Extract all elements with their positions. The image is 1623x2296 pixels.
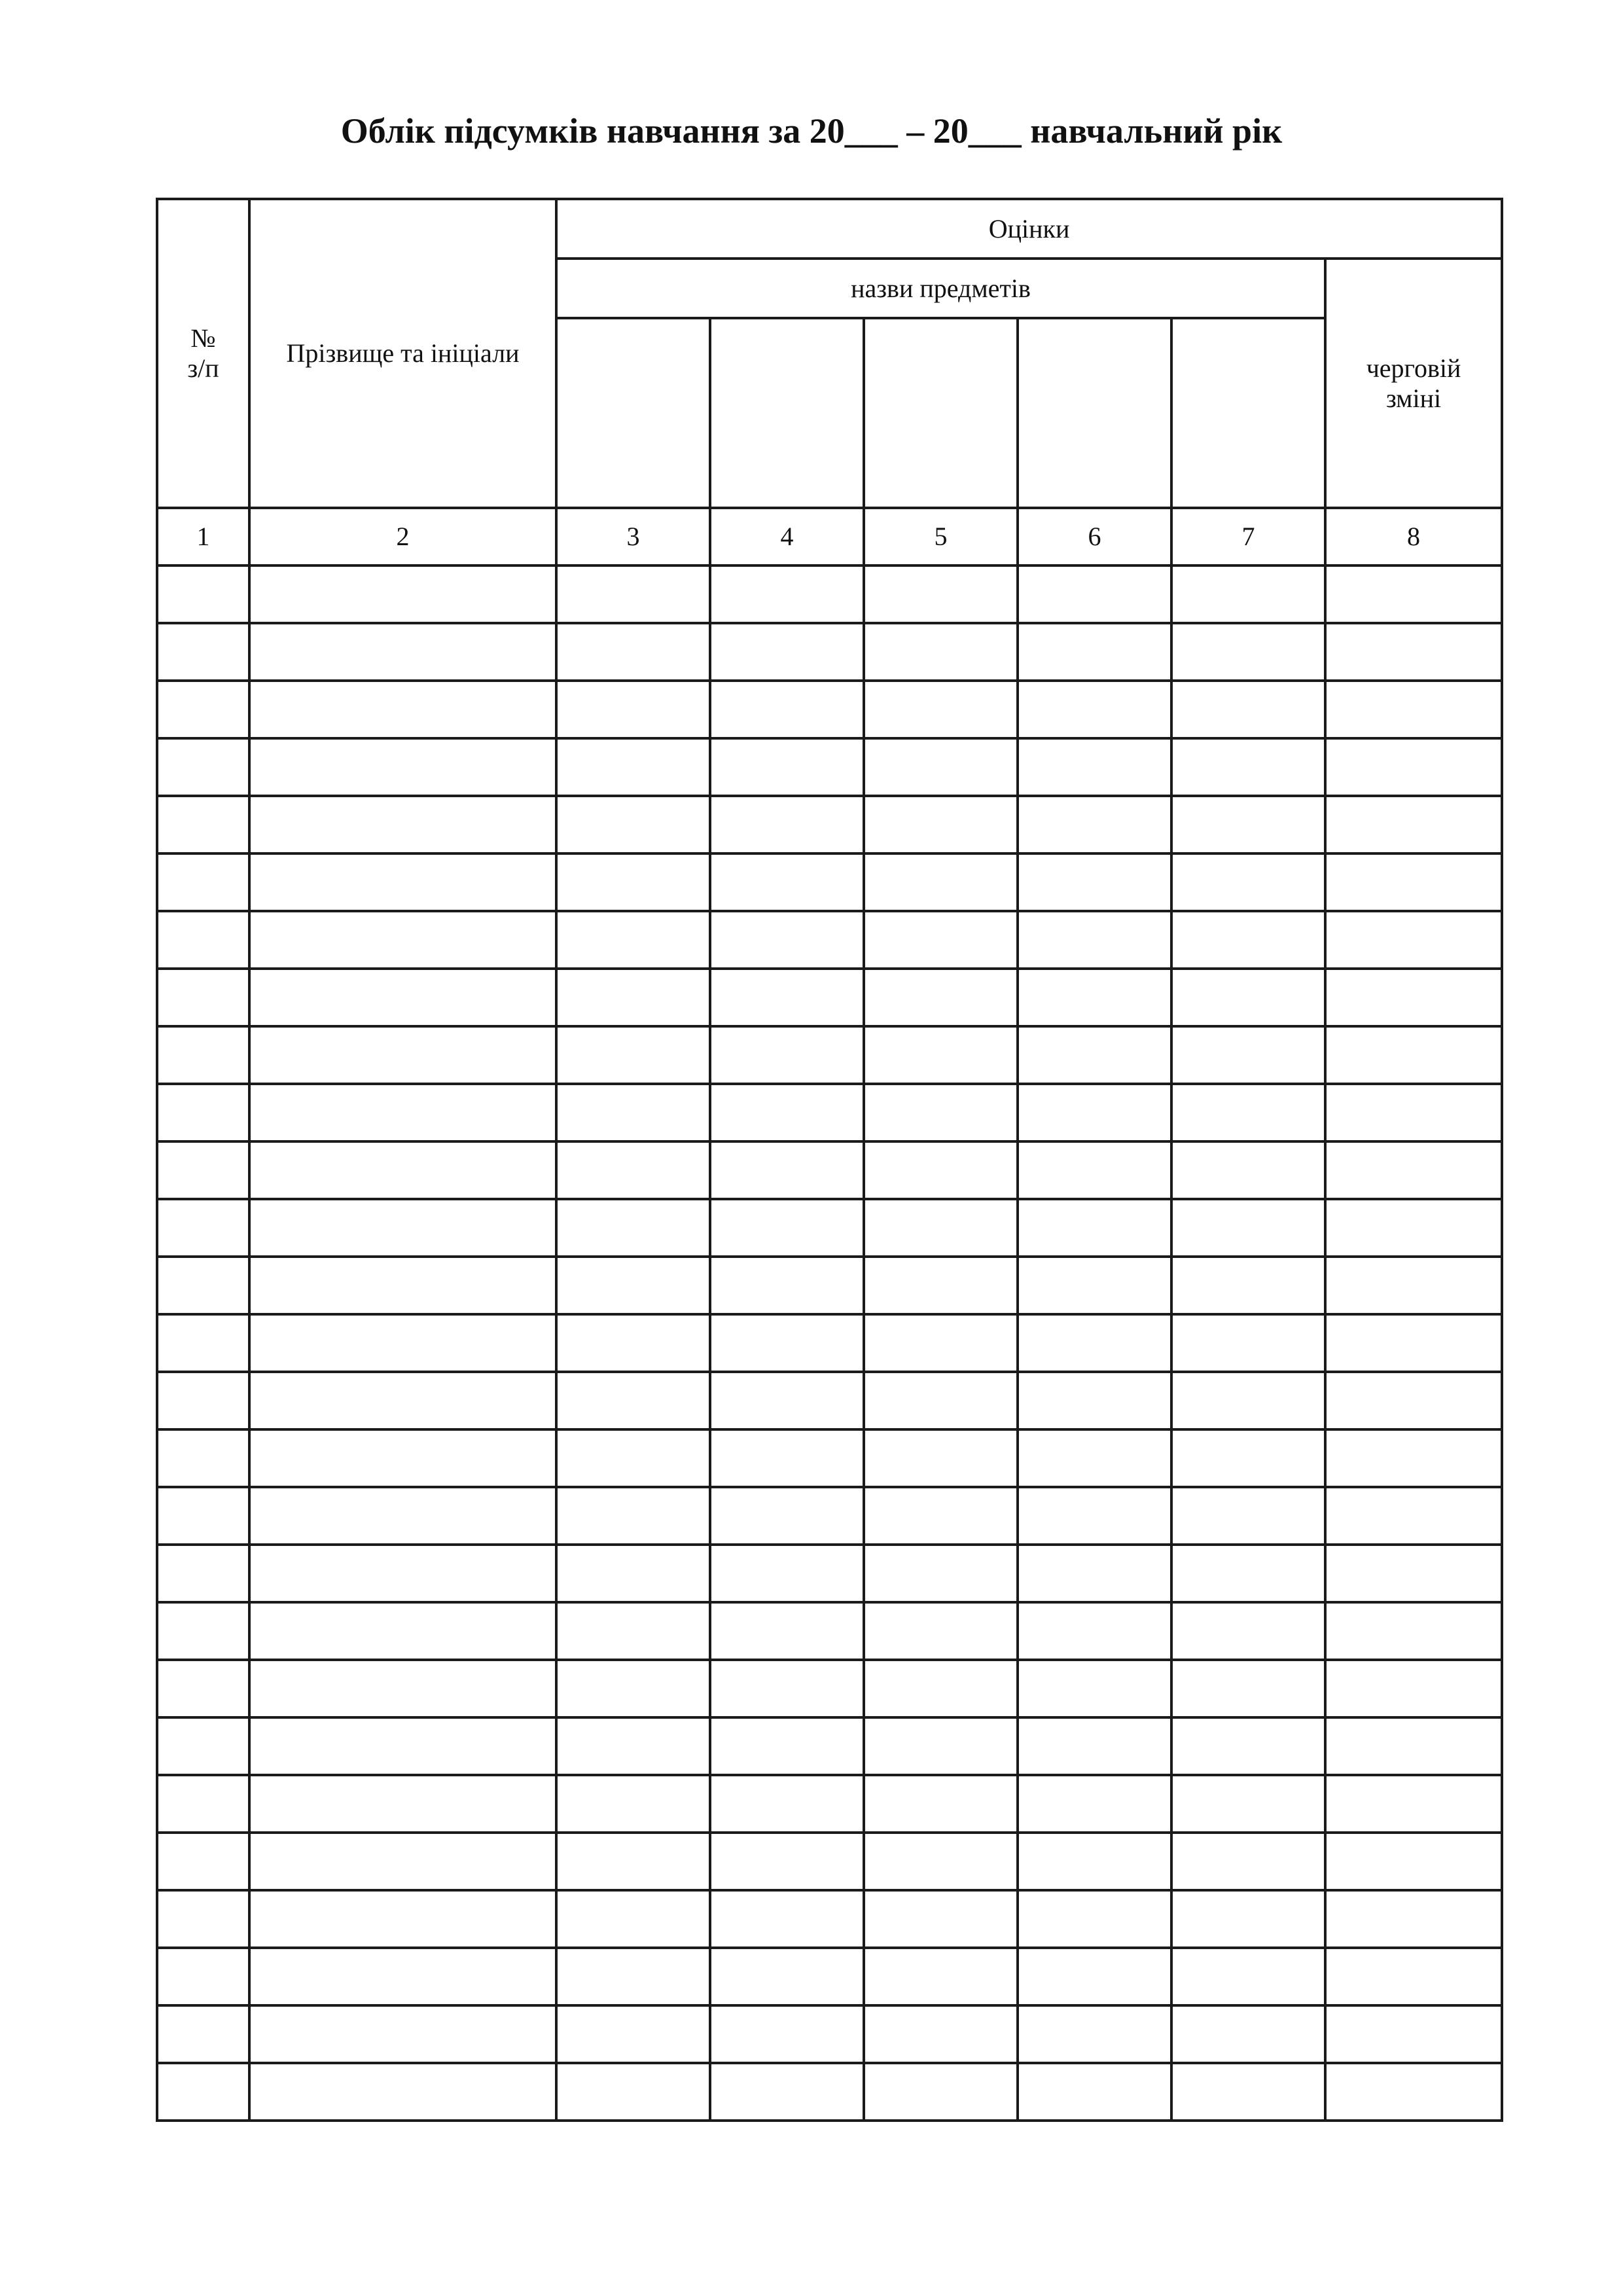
table-cell[interactable] xyxy=(556,1948,710,2005)
table-cell[interactable] xyxy=(556,853,710,911)
subject-name-cell[interactable] xyxy=(1018,318,1171,508)
table-cell[interactable] xyxy=(710,681,864,738)
header-number-sign: № xyxy=(190,323,216,353)
table-row xyxy=(157,1717,1502,1775)
table-cell[interactable] xyxy=(556,1199,710,1257)
table-cell[interactable] xyxy=(864,1141,1018,1199)
table-cell[interactable] xyxy=(1171,1314,1325,1372)
table-row xyxy=(157,1026,1502,1084)
table-cell[interactable] xyxy=(710,1833,864,1890)
table-cell[interactable] xyxy=(710,1890,864,1948)
table-row xyxy=(157,796,1502,853)
table-row xyxy=(157,1775,1502,1833)
table-cell[interactable] xyxy=(864,1660,1018,1717)
header-number xyxy=(157,199,249,508)
table-cell[interactable] xyxy=(157,681,249,738)
table-cell[interactable] xyxy=(556,1084,710,1141)
table-cell[interactable] xyxy=(157,1487,249,1545)
table-cell[interactable] xyxy=(1018,2005,1171,2063)
table-cell[interactable] xyxy=(249,1026,556,1084)
table-cell[interactable] xyxy=(556,1660,710,1717)
table-cell[interactable] xyxy=(1018,1257,1171,1314)
table-cell[interactable] xyxy=(1325,1084,1502,1141)
table-cell[interactable] xyxy=(710,738,864,796)
table-cell[interactable] xyxy=(1325,1026,1502,1084)
table-cell[interactable] xyxy=(249,1948,556,2005)
table-cell[interactable] xyxy=(1018,2063,1171,2121)
table-row xyxy=(157,1602,1502,1660)
table-cell[interactable] xyxy=(1018,911,1171,969)
table-cell[interactable] xyxy=(249,796,556,853)
table-row xyxy=(157,911,1502,969)
table-cell[interactable] xyxy=(864,1026,1018,1084)
table-cell[interactable] xyxy=(1325,2063,1502,2121)
table-cell[interactable] xyxy=(864,1948,1018,2005)
table-cell[interactable] xyxy=(249,1890,556,1948)
table-cell[interactable] xyxy=(556,1487,710,1545)
subject-name-cell[interactable] xyxy=(864,318,1018,508)
table-cell[interactable] xyxy=(157,1429,249,1487)
table-cell[interactable] xyxy=(157,1314,249,1372)
column-number-row xyxy=(157,508,1502,565)
table-cell[interactable] xyxy=(1171,1890,1325,1948)
table-cell[interactable] xyxy=(556,969,710,1026)
table-cell[interactable] xyxy=(1325,1372,1502,1429)
subject-name-cell[interactable] xyxy=(710,318,864,508)
table-cell[interactable] xyxy=(1325,1199,1502,1257)
table-row xyxy=(157,1890,1502,1948)
table-cell[interactable] xyxy=(157,1660,249,1717)
table-cell[interactable] xyxy=(556,1141,710,1199)
table-cell[interactable] xyxy=(249,1545,556,1602)
table-cell[interactable] xyxy=(710,623,864,681)
table-cell[interactable] xyxy=(249,565,556,623)
table-cell[interactable] xyxy=(157,1084,249,1141)
table-cell[interactable] xyxy=(1325,1890,1502,1948)
page-title: Облік підсумків навчання за 20___ – 20___ навчальний рік xyxy=(340,111,1283,151)
table-cell[interactable] xyxy=(1325,1545,1502,1602)
table-cell[interactable] xyxy=(1171,1372,1325,1429)
table-cell[interactable] xyxy=(710,1487,864,1545)
header-grades: Оцінки xyxy=(556,199,1502,259)
table-cell[interactable] xyxy=(1325,969,1502,1026)
table-row xyxy=(157,1487,1502,1545)
table-cell[interactable] xyxy=(710,2063,864,2121)
table-cell[interactable] xyxy=(864,1314,1018,1372)
table-cell[interactable] xyxy=(556,1429,710,1487)
table-cell[interactable] xyxy=(1171,1775,1325,1833)
table-cell[interactable] xyxy=(1171,565,1325,623)
table-cell[interactable] xyxy=(1018,1660,1171,1717)
table-cell[interactable] xyxy=(157,1026,249,1084)
table-cell[interactable] xyxy=(864,623,1018,681)
table-cell[interactable] xyxy=(1171,1948,1325,2005)
table-cell[interactable] xyxy=(864,1372,1018,1429)
table-cell[interactable] xyxy=(864,2063,1018,2121)
table-cell[interactable] xyxy=(157,565,249,623)
table-cell[interactable] xyxy=(249,1429,556,1487)
table-cell[interactable] xyxy=(1325,681,1502,738)
table-cell[interactable] xyxy=(1171,1660,1325,1717)
table-cell[interactable] xyxy=(157,1372,249,1429)
table-cell[interactable] xyxy=(710,1026,864,1084)
table-cell[interactable] xyxy=(1018,1141,1171,1199)
table-cell[interactable] xyxy=(710,1084,864,1141)
column-number: 3 xyxy=(556,508,710,565)
header-shift xyxy=(1325,259,1502,508)
table-cell[interactable] xyxy=(710,969,864,1026)
table-cell[interactable] xyxy=(1325,738,1502,796)
table-cell[interactable] xyxy=(1018,1545,1171,1602)
table-row xyxy=(157,2063,1502,2121)
table-row xyxy=(157,853,1502,911)
table-cell[interactable] xyxy=(556,1314,710,1372)
table-cell[interactable] xyxy=(1018,738,1171,796)
column-number: 1 xyxy=(157,508,249,565)
table-cell[interactable] xyxy=(556,1602,710,1660)
table-cell[interactable] xyxy=(1171,853,1325,911)
table-cell[interactable] xyxy=(710,1717,864,1775)
table-cell[interactable] xyxy=(864,1890,1018,1948)
table-cell[interactable] xyxy=(157,1775,249,1833)
table-cell[interactable] xyxy=(157,2063,249,2121)
table-cell[interactable] xyxy=(1171,1602,1325,1660)
table-cell[interactable] xyxy=(157,911,249,969)
table-row xyxy=(157,1084,1502,1141)
table-cell[interactable] xyxy=(864,738,1018,796)
table-cell[interactable] xyxy=(1171,1199,1325,1257)
table-cell[interactable] xyxy=(710,853,864,911)
table-cell[interactable] xyxy=(864,969,1018,1026)
table-cell[interactable] xyxy=(1018,1199,1171,1257)
table-cell[interactable] xyxy=(1325,1833,1502,1890)
table-cell[interactable] xyxy=(249,681,556,738)
table-cell[interactable] xyxy=(157,1141,249,1199)
subject-name-cell[interactable] xyxy=(1171,318,1325,508)
table-cell[interactable] xyxy=(1018,1487,1171,1545)
table-cell[interactable] xyxy=(556,1545,710,1602)
table-cell[interactable] xyxy=(864,1545,1018,1602)
table-cell[interactable] xyxy=(1018,623,1171,681)
table-cell[interactable] xyxy=(157,796,249,853)
table-cell[interactable] xyxy=(249,2063,556,2121)
table-cell[interactable] xyxy=(249,623,556,681)
grades-register-table xyxy=(156,198,1503,2122)
header-row-grades xyxy=(157,199,1502,259)
table-cell[interactable] xyxy=(1171,1487,1325,1545)
table-cell[interactable] xyxy=(1018,681,1171,738)
table-cell[interactable] xyxy=(1018,1948,1171,2005)
table-cell[interactable] xyxy=(710,565,864,623)
table-cell[interactable] xyxy=(1171,1717,1325,1775)
table-cell[interactable] xyxy=(556,565,710,623)
table-cell[interactable] xyxy=(157,1199,249,1257)
table-cell[interactable] xyxy=(249,1487,556,1545)
table-cell[interactable] xyxy=(249,1141,556,1199)
table-cell[interactable] xyxy=(1018,853,1171,911)
table-row xyxy=(157,1545,1502,1602)
header-name: Прізвище та ініціали xyxy=(249,199,556,508)
table-cell[interactable] xyxy=(864,565,1018,623)
table-cell[interactable] xyxy=(710,1602,864,1660)
table-cell[interactable] xyxy=(1018,565,1171,623)
table-row xyxy=(157,1429,1502,1487)
table-cell[interactable] xyxy=(1325,565,1502,623)
table-cell[interactable] xyxy=(1018,1314,1171,1372)
table-cell[interactable] xyxy=(249,1199,556,1257)
table-row xyxy=(157,1660,1502,1717)
table-cell[interactable] xyxy=(1018,969,1171,1026)
table-cell[interactable] xyxy=(1325,853,1502,911)
table-cell[interactable] xyxy=(556,623,710,681)
table-cell[interactable] xyxy=(1325,1717,1502,1775)
table-cell[interactable] xyxy=(1171,1084,1325,1141)
table-cell[interactable] xyxy=(1325,1429,1502,1487)
table-cell[interactable] xyxy=(249,1372,556,1429)
column-number: 8 xyxy=(1325,508,1502,565)
table-row xyxy=(157,1141,1502,1199)
table-cell[interactable] xyxy=(1325,1660,1502,1717)
table-cell[interactable] xyxy=(249,1084,556,1141)
table-cell[interactable] xyxy=(864,853,1018,911)
table-cell[interactable] xyxy=(556,1372,710,1429)
column-number: 7 xyxy=(1171,508,1325,565)
table-cell[interactable] xyxy=(864,2005,1018,2063)
table-cell[interactable] xyxy=(1018,1084,1171,1141)
table-cell[interactable] xyxy=(249,1314,556,1372)
table-cell[interactable] xyxy=(864,1487,1018,1545)
table-cell[interactable] xyxy=(157,623,249,681)
table-cell[interactable] xyxy=(556,1717,710,1775)
table-cell[interactable] xyxy=(1171,623,1325,681)
table-cell[interactable] xyxy=(157,1948,249,2005)
table-cell[interactable] xyxy=(157,1890,249,1948)
table-cell[interactable] xyxy=(1171,1545,1325,1602)
table-cell[interactable] xyxy=(556,2063,710,2121)
table-cell[interactable] xyxy=(157,738,249,796)
header-shift-line1: черговій xyxy=(1366,353,1461,383)
table-cell[interactable] xyxy=(556,911,710,969)
table-row xyxy=(157,1948,1502,2005)
table-cell[interactable] xyxy=(1325,796,1502,853)
table-cell[interactable] xyxy=(864,911,1018,969)
table-cell[interactable] xyxy=(1325,1602,1502,1660)
table-cell[interactable] xyxy=(1325,623,1502,681)
table-cell[interactable] xyxy=(710,2005,864,2063)
table-cell[interactable] xyxy=(1171,2005,1325,2063)
table-cell[interactable] xyxy=(249,1833,556,1890)
table-cell[interactable] xyxy=(249,1602,556,1660)
table-cell[interactable] xyxy=(710,1429,864,1487)
table-cell[interactable] xyxy=(864,1833,1018,1890)
table-cell[interactable] xyxy=(710,1141,864,1199)
table-cell[interactable] xyxy=(556,681,710,738)
table-cell[interactable] xyxy=(864,1084,1018,1141)
table-row xyxy=(157,1314,1502,1372)
table-cell[interactable] xyxy=(1171,969,1325,1026)
table-row xyxy=(157,1833,1502,1890)
table-cell[interactable] xyxy=(157,1602,249,1660)
table-cell[interactable] xyxy=(864,681,1018,738)
table-cell[interactable] xyxy=(710,796,864,853)
table-cell[interactable] xyxy=(249,1257,556,1314)
table-cell[interactable] xyxy=(249,1717,556,1775)
table-row xyxy=(157,2005,1502,2063)
table-cell[interactable] xyxy=(864,1429,1018,1487)
table-cell[interactable] xyxy=(1171,681,1325,738)
table-cell[interactable] xyxy=(710,1545,864,1602)
header-number-abbrev: з/п xyxy=(187,353,219,383)
table-cell[interactable] xyxy=(556,1890,710,1948)
table-cell[interactable] xyxy=(864,1602,1018,1660)
table-cell[interactable] xyxy=(1018,1833,1171,1890)
table-cell[interactable] xyxy=(249,738,556,796)
table-cell[interactable] xyxy=(864,1199,1018,1257)
table-cell[interactable] xyxy=(1018,1372,1171,1429)
table-row xyxy=(157,738,1502,796)
table-cell[interactable] xyxy=(249,1660,556,1717)
table-cell[interactable] xyxy=(1171,1429,1325,1487)
table-cell[interactable] xyxy=(1171,796,1325,853)
table-cell[interactable] xyxy=(1171,1833,1325,1890)
table-row xyxy=(157,1199,1502,1257)
table-cell[interactable] xyxy=(249,853,556,911)
table-row xyxy=(157,565,1502,623)
table-cell[interactable] xyxy=(1325,1314,1502,1372)
table-cell[interactable] xyxy=(157,2005,249,2063)
column-number: 2 xyxy=(249,508,556,565)
register-body xyxy=(157,565,1502,2121)
table-cell[interactable] xyxy=(1325,1487,1502,1545)
table-cell[interactable] xyxy=(1325,1257,1502,1314)
header-subjects: назви предметів xyxy=(556,259,1325,318)
table-cell[interactable] xyxy=(864,796,1018,853)
table-cell[interactable] xyxy=(1018,1026,1171,1084)
table-cell[interactable] xyxy=(1018,1429,1171,1487)
table-cell[interactable] xyxy=(710,1314,864,1372)
table-cell[interactable] xyxy=(864,1257,1018,1314)
table-cell[interactable] xyxy=(1171,1026,1325,1084)
table-cell[interactable] xyxy=(556,1257,710,1314)
table-row xyxy=(157,1257,1502,1314)
table-row xyxy=(157,969,1502,1026)
table-cell[interactable] xyxy=(556,2005,710,2063)
table-cell[interactable] xyxy=(1325,911,1502,969)
table-cell[interactable] xyxy=(710,1372,864,1429)
table-cell[interactable] xyxy=(249,969,556,1026)
table-cell[interactable] xyxy=(249,1775,556,1833)
table-cell[interactable] xyxy=(249,911,556,969)
table-cell[interactable] xyxy=(1018,1717,1171,1775)
table-cell[interactable] xyxy=(710,1199,864,1257)
table-cell[interactable] xyxy=(1018,1775,1171,1833)
table-cell[interactable] xyxy=(157,853,249,911)
table-cell[interactable] xyxy=(249,2005,556,2063)
column-number: 4 xyxy=(710,508,864,565)
header-shift-line2: зміні xyxy=(1385,383,1442,413)
table-cell[interactable] xyxy=(1171,2063,1325,2121)
table-cell[interactable] xyxy=(1018,796,1171,853)
table-cell[interactable] xyxy=(556,1026,710,1084)
table-cell[interactable] xyxy=(710,911,864,969)
table-cell[interactable] xyxy=(157,1833,249,1890)
table-cell[interactable] xyxy=(864,1717,1018,1775)
table-row xyxy=(157,681,1502,738)
table-cell[interactable] xyxy=(1325,1141,1502,1199)
table-cell[interactable] xyxy=(1325,1948,1502,2005)
table-cell[interactable] xyxy=(157,1717,249,1775)
table-cell[interactable] xyxy=(157,1545,249,1602)
table-cell[interactable] xyxy=(1171,911,1325,969)
table-cell[interactable] xyxy=(710,1775,864,1833)
table-cell[interactable] xyxy=(556,1775,710,1833)
column-number: 5 xyxy=(864,508,1018,565)
table-cell[interactable] xyxy=(556,1833,710,1890)
table-cell[interactable] xyxy=(1018,1602,1171,1660)
subject-name-cell[interactable] xyxy=(556,318,710,508)
table-cell[interactable] xyxy=(556,738,710,796)
table-cell[interactable] xyxy=(1325,2005,1502,2063)
table-cell[interactable] xyxy=(1171,1257,1325,1314)
table-cell[interactable] xyxy=(556,796,710,853)
table-cell[interactable] xyxy=(1325,1775,1502,1833)
table-row xyxy=(157,1372,1502,1429)
table-cell[interactable] xyxy=(710,1948,864,2005)
table-cell[interactable] xyxy=(710,1257,864,1314)
table-cell[interactable] xyxy=(157,1257,249,1314)
table-cell[interactable] xyxy=(157,969,249,1026)
table-cell[interactable] xyxy=(710,1660,864,1717)
column-number: 6 xyxy=(1018,508,1171,565)
table-row xyxy=(157,623,1502,681)
table-cell[interactable] xyxy=(1018,1890,1171,1948)
table-cell[interactable] xyxy=(864,1775,1018,1833)
table-cell[interactable] xyxy=(1171,1141,1325,1199)
table-cell[interactable] xyxy=(1171,738,1325,796)
